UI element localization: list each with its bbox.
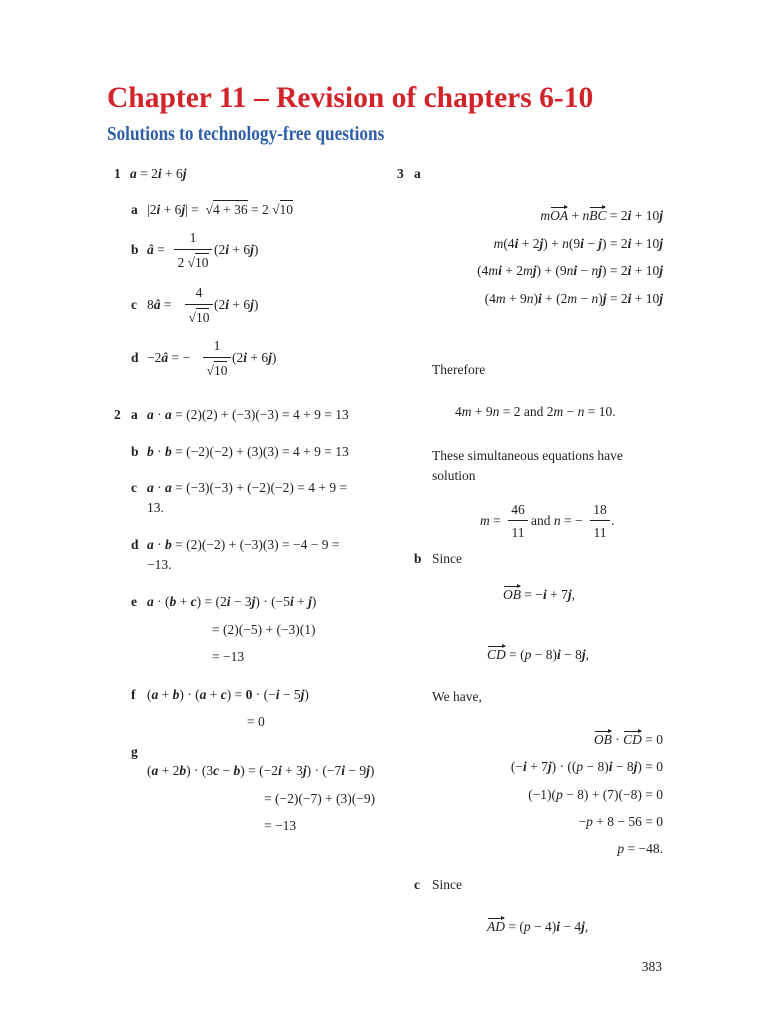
q2b-label: b xyxy=(131,444,139,459)
q3a-eq2: m(4i + 2j) + n(9i − j) = 2i + 10j xyxy=(493,236,663,251)
q1d-fraction-bar xyxy=(203,357,231,358)
q2f-line2: = 0 xyxy=(247,714,265,729)
q2e-line1: a · (b + c) = (2i − 3j) · (−5i + j) xyxy=(147,594,317,609)
q3a-eq1: mOA + nBC = 2i + 10j xyxy=(540,208,663,223)
q3b-we-have: We have, xyxy=(432,689,482,704)
q2e-label: e xyxy=(131,594,137,609)
q2a-label: a xyxy=(131,407,138,422)
q2c-equation-cont: 13. xyxy=(147,500,164,515)
q1-given: a = 2i + 6j xyxy=(130,166,187,181)
q3-number: 3 xyxy=(397,166,404,181)
q1c-fraction-bar xyxy=(185,304,213,305)
q1d-denominator: √10 xyxy=(206,363,228,378)
q3b-step2: (−i + 7j) · ((p − 8)i − 8j) = 0 xyxy=(510,759,663,774)
q3c-ad: AD = (p − 4)i − 4j, xyxy=(487,919,589,934)
q1a-label: a xyxy=(131,202,138,217)
q1c-numerator: 4 xyxy=(195,285,203,300)
q2e-line3: = −13 xyxy=(212,649,245,664)
q3a-m-fraction-bar xyxy=(508,520,528,521)
q2f-line1: (a + b) · (a + c) = 0 · (−i − 5j) xyxy=(147,687,309,702)
q1c-rhs: (2i + 6j) xyxy=(214,297,259,312)
q2b-equation: b · b = (−2)(−2) + (3)(3) = 4 + 9 = 13 xyxy=(147,444,349,459)
q1b-denominator: 2 √10 xyxy=(177,255,209,270)
q1b-fraction-bar xyxy=(174,249,212,250)
q2c-equation: a · a = (−3)(−3) + (−2)(−2) = 4 + 9 = xyxy=(147,480,348,495)
q3a-therefore: Therefore xyxy=(432,362,486,377)
q1b-numerator: 1 xyxy=(189,230,197,245)
page-number: 383 xyxy=(641,959,662,974)
q3a-sim-text-2: solution xyxy=(432,468,476,483)
section-title: Solutions to technology-free questions xyxy=(107,123,385,145)
q2-number: 2 xyxy=(114,407,121,422)
q1d-label: d xyxy=(131,350,139,365)
q3b-step1: OB · CD = 0 xyxy=(593,732,663,747)
q3a-system: 4m + 9n = 2 and 2m − n = 10. xyxy=(455,404,616,419)
q3a-n-denominator: 11 xyxy=(593,525,607,540)
q1d-rhs: (2i + 6j) xyxy=(232,350,277,365)
q3a-sim-text-1: These simultaneous equations have xyxy=(432,448,623,463)
q3a-n-numerator: 18 xyxy=(593,502,607,517)
q3a-n-fraction-bar xyxy=(590,520,610,521)
q2g-line1: (a + 2b) · (3c − b) = (−2i + 3j) · (−7i − 9j) xyxy=(147,763,375,778)
q1d-lhs: −2â = − xyxy=(147,350,191,365)
q3a-m-denominator: 11 xyxy=(511,525,525,540)
q2d-label: d xyxy=(131,537,139,552)
q3a-label: a xyxy=(414,166,421,181)
q1b-rhs: (2i + 6j) xyxy=(214,242,259,257)
q3b-step4: −p + 8 − 56 = 0 xyxy=(578,814,663,829)
q2c-label: c xyxy=(131,480,137,495)
q2g-label: g xyxy=(131,744,138,759)
q1d-numerator: 1 xyxy=(213,338,221,353)
q2d-equation-cont: −13. xyxy=(147,557,172,572)
q3a-eq3: (4mi + 2mj) + (9ni − nj) = 2i + 10j xyxy=(477,263,663,278)
q3b-since: Since xyxy=(432,551,462,566)
q2g-line3: = −13 xyxy=(264,818,297,833)
q3a-m-numerator: 46 xyxy=(511,502,525,517)
q2e-line2: = (2)(−5) + (−3)(1) xyxy=(212,622,316,637)
q2d-equation: a · b = (2)(−2) + (−3)(3) = −4 − 9 = xyxy=(147,537,340,552)
q2a-equation: a · a = (2)(2) + (−3)(−3) = 4 + 9 = 13 xyxy=(147,407,349,422)
q1a-equation: |2i + 6j| = √4 + 36 = 2 √10 xyxy=(147,202,293,217)
q3a-eq4: (4m + 9n)i + (2m − n)j = 2i + 10j xyxy=(484,291,663,306)
q3b-cd: CD = (p − 8)i − 8j, xyxy=(487,647,590,662)
q3b-step5: p = −48. xyxy=(617,841,663,856)
q3c-label: c xyxy=(414,877,420,892)
q1b-lhs: â = xyxy=(147,242,165,257)
q3c-since: Since xyxy=(432,877,462,892)
q3b-ob: OB = −i + 7j, xyxy=(503,587,576,602)
q3a-solution-n: and n = − xyxy=(531,513,583,528)
q3b-step3: (−1)(p − 8) + (7)(−8) = 0 xyxy=(528,787,663,802)
q1c-lhs: 8â = xyxy=(147,297,172,312)
q1-number: 1 xyxy=(114,166,121,181)
q1c-label: c xyxy=(131,297,137,312)
q3a-solution-m: m = xyxy=(480,513,501,528)
q2g-line2: = (−2)(−7) + (3)(−9) xyxy=(264,791,376,806)
q3a-solution-period: . xyxy=(611,513,615,528)
q3b-label: b xyxy=(414,551,422,566)
chapter-title: Chapter 11 – Revision of chapters 6-10 xyxy=(107,82,594,114)
q1c-denominator: √10 xyxy=(188,310,210,325)
q1b-label: b xyxy=(131,242,139,257)
q2f-label: f xyxy=(131,687,136,702)
